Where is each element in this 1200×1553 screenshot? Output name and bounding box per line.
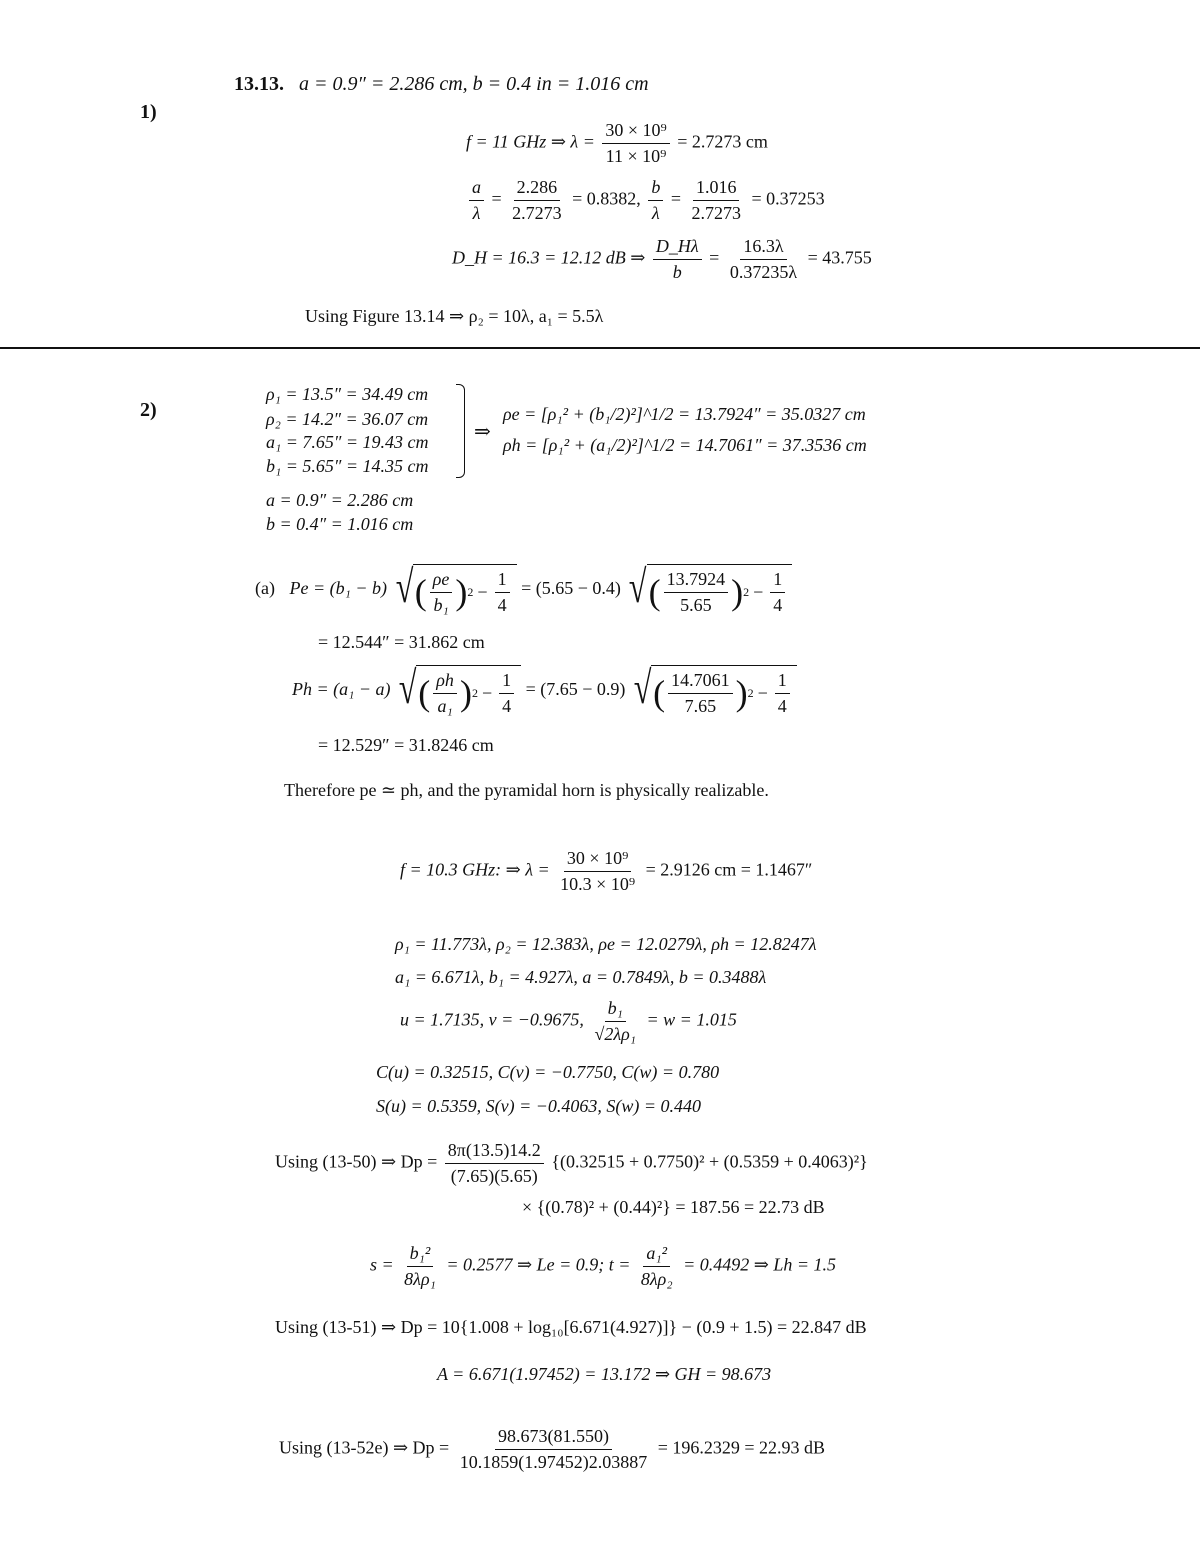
pe-equation	[255, 561, 792, 615]
freq-num: 30 × 10⁹	[602, 120, 669, 144]
given-arrow: ⇒	[474, 421, 491, 443]
pe-quarter-2-num: 1	[770, 569, 785, 593]
problem-number: 13.13.	[234, 73, 284, 95]
ph-equation	[292, 662, 797, 716]
uvw-rhs: = w = 1.015	[646, 1009, 737, 1030]
part-1-marker: 1)	[140, 101, 157, 123]
directivity-equation: D_H = 16.3 = 12.12 dB ⇒ $\frac{D\_H\lambda}{b}$ = $\frac{16.3\lambda}{0.37235\lambda}$ = 43.755	[452, 236, 872, 282]
dp50-fraction	[445, 1140, 544, 1186]
ratio-b-lhs-num: b	[648, 177, 663, 201]
st-s-lhs: s =	[370, 1254, 394, 1275]
part-2-marker: 2)	[140, 399, 157, 421]
freq-lhs: f = 11 GHz ⇒ λ =	[466, 131, 595, 152]
pe-inner-den-2: 5.65	[680, 594, 712, 615]
given-dimensions: a = 0.9″ = 2.286 cm, b = 0.4 in = 1.016 cm	[299, 73, 649, 95]
given-right-1: ρh = [ρ₁² + (a₁/2)²]^1/2 = 14.7061″ = 37.3536 cm	[503, 435, 867, 455]
dh-value: = 43.755	[807, 247, 872, 268]
pe-inner-fraction	[430, 569, 453, 615]
ratio-equation: $\frac{a}{\lambda}$ = $\frac{2.286}{2.7273}$ = 0.8382, $\frac{b}{\lambda}$ = $\frac{1.016}{2.7273}$ = 0.37253	[466, 177, 825, 223]
a-line: a₁ = 6.671λ, b₁ = 4.927λ, a = 0.7849λ, b = 0.3488λ	[395, 967, 767, 987]
given-right-0: ρe = [ρ₁² + (b₁/2)²]^1/2 = 13.7924″ = 35.0327 cm	[503, 404, 866, 424]
ph-inner-den: a₁	[437, 695, 453, 716]
frequency2-equation	[400, 848, 812, 894]
pe-mid: = (5.65 − 0.4)	[521, 577, 621, 598]
dp50-rhs: {(0.32515 + 0.7750)² + (0.5359 + 0.4063)²}	[551, 1151, 868, 1172]
ratio-b-den: 2.7273	[691, 202, 741, 223]
ratio-a-lhs	[469, 177, 484, 223]
dh-fraction-2	[727, 236, 800, 282]
given-left-3: b₁ = 5.65″ = 14.35 cm	[266, 456, 429, 476]
conclusion-text: Therefore pe ≃ ph, and the pyramidal horn is physically realizable.	[284, 780, 769, 800]
ph-mid: = (7.65 − 0.9)	[525, 678, 626, 699]
given-left-2: a₁ = 7.65″ = 19.43 cm	[266, 432, 429, 452]
problem-heading	[234, 74, 649, 94]
pe-inner-num: ρe	[430, 569, 453, 593]
given-ab-0: a = 0.9″ = 2.286 cm	[266, 490, 414, 510]
ratio-b-lhs-den: λ	[651, 202, 660, 223]
ph-quarter-2-den: 4	[777, 695, 787, 716]
pe-inner-fraction-2	[664, 569, 729, 615]
freq-den: 11 × 10⁹	[605, 145, 667, 166]
st-t-num: a₁²	[643, 1243, 670, 1267]
ph-quarter-2	[775, 670, 790, 716]
f2-rhs: = 2.9126 cm = 1.1467″	[645, 859, 813, 880]
pe-result: = 12.544″ = 31.862 cm	[318, 632, 485, 652]
a-gh-equation: A = 6.671(1.97452) = 13.172 ⇒ GH = 98.673	[437, 1364, 772, 1384]
st-t-fraction	[638, 1243, 676, 1289]
st-s-fraction	[401, 1243, 439, 1289]
st-mid: = 0.2577 ⇒ Le = 0.9; t =	[446, 1254, 631, 1275]
pe-quarter-2	[770, 569, 785, 615]
ph-sqrt-2: √ ( $\frac{14.7061}{7.65}$ ) 2 − $\frac{1}{4}$	[630, 665, 797, 716]
f2-fraction	[557, 848, 638, 894]
rho-line: ρ₁ = 11.773λ, ρ₂ = 12.383λ, ρe = 12.0279λ, ρh = 12.8247λ	[395, 934, 817, 954]
dh-num-2: 16.3λ	[740, 236, 786, 260]
section-divider	[0, 347, 1200, 349]
ph-inner-fraction-2	[668, 670, 733, 716]
uvw-den: √2λρ₁	[594, 1023, 637, 1044]
frequency-equation	[466, 120, 768, 166]
ratio-a-lhs-num: a	[469, 177, 484, 201]
st-s-num: b₁²	[407, 1243, 434, 1267]
dp52-den: 10.1859(1.97452)2.03887	[459, 1451, 648, 1472]
st-equation	[370, 1243, 836, 1289]
ph-sqrt-1: √ ( $\frac{\rho h}{\text{a₁}}$ ) 2 − $\frac{1}{4}$	[395, 665, 521, 716]
freq-fraction	[602, 120, 669, 166]
pe-quarter	[495, 569, 510, 615]
ph-inner-num: ρh	[433, 670, 457, 694]
dh-fraction	[653, 236, 702, 282]
s-values-line: S(u) = 0.5359, S(v) = −0.4063, S(w) = 0.440	[376, 1096, 702, 1116]
dp52-lhs: Using (13-52e) ⇒ Dp =	[279, 1437, 450, 1458]
dh-num: D_Hλ	[653, 236, 702, 260]
pe-sqrt-1: √ ( $\frac{\rho e}{\text{b₁}}$ ) 2 − $\frac{1}{4}$	[392, 564, 517, 615]
ratio-b-lhs	[648, 177, 663, 223]
freq-rhs: = 2.7273 cm	[677, 131, 768, 152]
pe-inner-num-2: 13.7924	[664, 569, 729, 593]
ratio-a-value: = 0.8382,	[572, 188, 641, 209]
pe-sqrt-2: √ ( $\frac{13.7924}{5.65}$ ) 2 − $\frac{1}{4}$	[625, 564, 792, 615]
ph-inner-num-2: 14.7061	[668, 670, 733, 694]
pe-quarter-den: 4	[497, 594, 507, 615]
pe-lhs: Pe = (b₁ − b)	[289, 577, 388, 598]
st-t-den: 8λρ₂	[640, 1268, 673, 1289]
uvw-num: b₁	[605, 998, 626, 1022]
dp52-equation	[279, 1426, 825, 1472]
dh-lhs: D_H = 16.3 = 12.12 dB ⇒	[452, 247, 646, 268]
c-values-line: C(u) = 0.32515, C(v) = −0.7750, C(w) = 0.780	[376, 1062, 720, 1082]
ratio-a-den: 2.7273	[512, 202, 562, 223]
ratio-a-fraction	[509, 177, 565, 223]
f2-den: 10.3 × 10⁹	[560, 873, 636, 894]
given-brace	[456, 384, 465, 478]
uvw-fraction	[591, 998, 639, 1044]
dp52-fraction	[457, 1426, 651, 1472]
dp50-lhs: Using (13-50) ⇒ Dp =	[275, 1151, 438, 1172]
uvw-equation	[400, 998, 737, 1044]
pe-inner-den: b₁	[433, 594, 449, 615]
dp50-num: 8π(13.5)14.2	[445, 1140, 544, 1164]
uvw-lhs: u = 1.7135, v = −0.9675,	[400, 1009, 584, 1030]
ratio-a-num: 2.286	[514, 177, 561, 201]
ratio-a-lhs-den: λ	[472, 202, 481, 223]
dp50-equation	[275, 1140, 868, 1186]
dp50-den: (7.65)(5.65)	[450, 1165, 538, 1186]
pe-quarter-num: 1	[495, 569, 510, 593]
pe-label: (a)	[255, 577, 275, 598]
st-end: = 0.4492 ⇒ Lh = 1.5	[683, 1254, 836, 1275]
ph-inner-fraction	[433, 670, 457, 716]
dp52-rhs: = 196.2329 = 22.93 dB	[657, 1437, 826, 1458]
ph-quarter	[499, 670, 514, 716]
ratio-b-fraction	[688, 177, 744, 223]
given-left-1: ρ₂ = 14.2″ = 36.07 cm	[266, 409, 429, 429]
st-s-den: 8λρ₁	[404, 1268, 436, 1289]
given-ab-1: b = 0.4″ = 1.016 cm	[266, 514, 414, 534]
dh-den: b	[672, 261, 682, 282]
ph-quarter-2-num: 1	[775, 670, 790, 694]
given-left-0: ρ₁ = 13.5″ = 34.49 cm	[266, 384, 429, 404]
f2-lhs: f = 10.3 GHz: ⇒ λ =	[400, 859, 550, 880]
dp52-num: 98.673(81.550)	[495, 1426, 612, 1450]
ph-lhs: Ph = (a₁ − a)	[292, 678, 391, 699]
figure-reference: Using Figure 13.14 ⇒ ρ₂ = 10λ, a₁ = 5.5λ	[305, 306, 604, 326]
dh-den-2: 0.37235λ	[729, 261, 798, 282]
ph-quarter-num: 1	[499, 670, 514, 694]
ph-result: = 12.529″ = 31.8246 cm	[318, 735, 494, 755]
f2-num: 30 × 10⁹	[564, 848, 631, 872]
ratio-b-value: = 0.37253	[751, 188, 825, 209]
dp50-line-2: × {(0.78)² + (0.44)²} = 187.56 = 22.73 dB	[522, 1197, 825, 1217]
dp51-equation: Using (13-51) ⇒ Dp = 10{1.008 + log₁₀[6.671(4.927)]} − (0.9 + 1.5) = 22.847 dB	[275, 1317, 867, 1337]
ratio-b-num: 1.016	[693, 177, 740, 201]
pe-quarter-2-den: 4	[773, 594, 783, 615]
ph-quarter-den: 4	[502, 695, 512, 716]
ph-inner-den-2: 7.65	[684, 695, 717, 716]
